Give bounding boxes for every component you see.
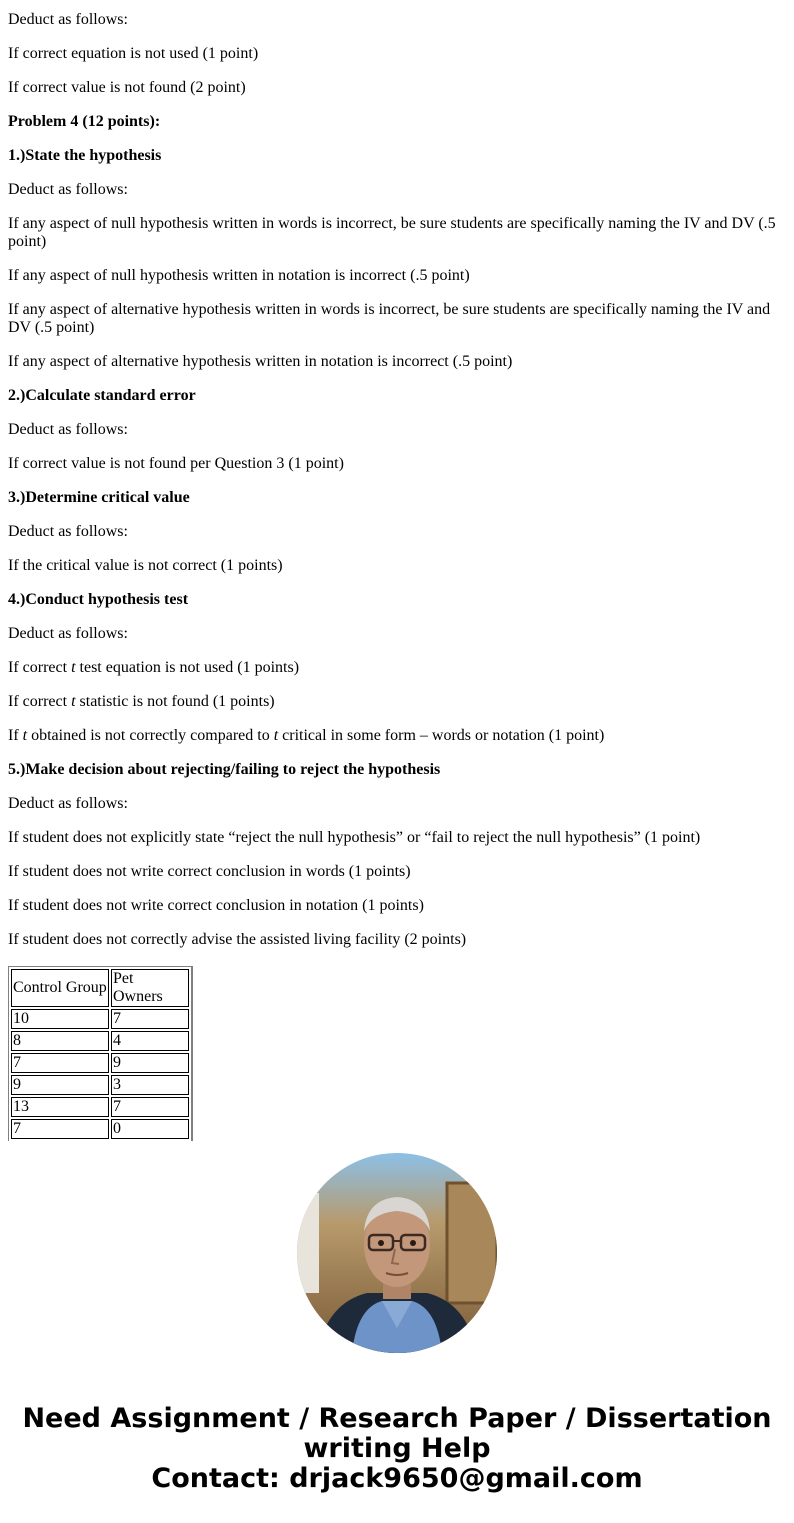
rubric-line: Deduct as follows: bbox=[8, 795, 128, 812]
table-header-row bbox=[11, 969, 189, 1007]
rubric-line-t-statistic: If correct t statistic is not found (1 points) bbox=[8, 693, 275, 710]
table-row bbox=[11, 1009, 189, 1029]
table-cell: 0 bbox=[111, 1119, 189, 1139]
table-cell: 13 bbox=[11, 1097, 109, 1117]
step-heading: 5.)Make decision about rejecting/failing to reject the hypothesis bbox=[8, 761, 441, 778]
rubric-line: Deduct as follows: bbox=[8, 421, 128, 438]
table-row bbox=[11, 1075, 189, 1095]
rubric-line: If any aspect of alternative hypothesis written in words is incorrect, be sure students are specifically naming the IV and DV (.5 point) bbox=[8, 301, 771, 336]
rubric-line: If correct value is not found (2 point) bbox=[8, 79, 246, 96]
table-cell: 9 bbox=[111, 1053, 189, 1073]
table-row bbox=[11, 1119, 189, 1139]
table-cell: 3 bbox=[111, 1075, 189, 1095]
rubric-line: If any aspect of null hypothesis written in words is incorrect, be sure students are specifically naming the IV and DV (.5 point) bbox=[8, 215, 776, 250]
rubric-line: Deduct as follows: bbox=[8, 181, 128, 198]
table-cell: 7 bbox=[111, 1097, 189, 1117]
promo-banner bbox=[0, 1404, 794, 1494]
step-heading: 3.)Determine critical value bbox=[8, 489, 190, 506]
table-row bbox=[11, 1097, 189, 1117]
table-cell: 8 bbox=[11, 1031, 109, 1051]
rubric-line: If the critical value is not correct (1 points) bbox=[8, 557, 283, 574]
avatar bbox=[297, 1153, 497, 1353]
table-cell: 10 bbox=[11, 1009, 109, 1029]
table-header-cell: Control Group bbox=[11, 969, 109, 1007]
rubric-line: If correct value is not found per Question 3 (1 point) bbox=[8, 455, 344, 472]
rubric-line: Deduct as follows: bbox=[8, 523, 128, 540]
rubric-line: If student does not correctly advise the assisted living facility (2 points) bbox=[8, 931, 467, 948]
table-cell: 7 bbox=[11, 1119, 109, 1139]
table-row bbox=[11, 1031, 189, 1051]
table-cell: 7 bbox=[11, 1053, 109, 1073]
table-cell: 9 bbox=[11, 1075, 109, 1095]
rubric-line: If student does not explicitly state “reject the null hypothesis” or “fail to reject the null hypothesis” (1 point) bbox=[8, 829, 701, 846]
rubric-line: If any aspect of null hypothesis written in notation is incorrect (.5 point) bbox=[8, 267, 470, 284]
rubric-line: Deduct as follows: bbox=[8, 11, 128, 28]
step-heading: 1.)State the hypothesis bbox=[8, 147, 162, 164]
rubric-line: If any aspect of alternative hypothesis written in notation is incorrect (.5 point) bbox=[8, 353, 513, 370]
table-header-cell: Pet Owners bbox=[111, 969, 189, 1007]
promo-line: writing Help bbox=[303, 1433, 491, 1464]
rubric-line: Deduct as follows: bbox=[8, 625, 128, 642]
rubric-line: If student does not write correct conclusion in words (1 points) bbox=[8, 863, 411, 880]
rubric-content bbox=[8, 0, 786, 965]
rubric-line-t-compare: If t obtained is not correctly compared to t critical in some form – words or notation (1 point) bbox=[8, 727, 605, 744]
table-cell: 4 bbox=[111, 1031, 189, 1051]
promo-line: Need Assignment / Research Paper / Dissertation bbox=[22, 1403, 772, 1434]
problem-heading: Problem 4 (12 points): bbox=[8, 113, 161, 130]
scores-table bbox=[8, 966, 193, 1141]
promo-contact: Contact: drjack9650@gmail.com bbox=[151, 1463, 643, 1494]
step-heading: 2.)Calculate standard error bbox=[8, 387, 196, 404]
rubric-line-t-equation: If correct t test equation is not used (1 points) bbox=[8, 659, 300, 676]
table-row bbox=[11, 1053, 189, 1073]
table-cell: 7 bbox=[111, 1009, 189, 1029]
rubric-line: If student does not write correct conclusion in notation (1 points) bbox=[8, 897, 424, 914]
rubric-line: If correct equation is not used (1 point) bbox=[8, 45, 259, 62]
step-heading: 4.)Conduct hypothesis test bbox=[8, 591, 189, 608]
